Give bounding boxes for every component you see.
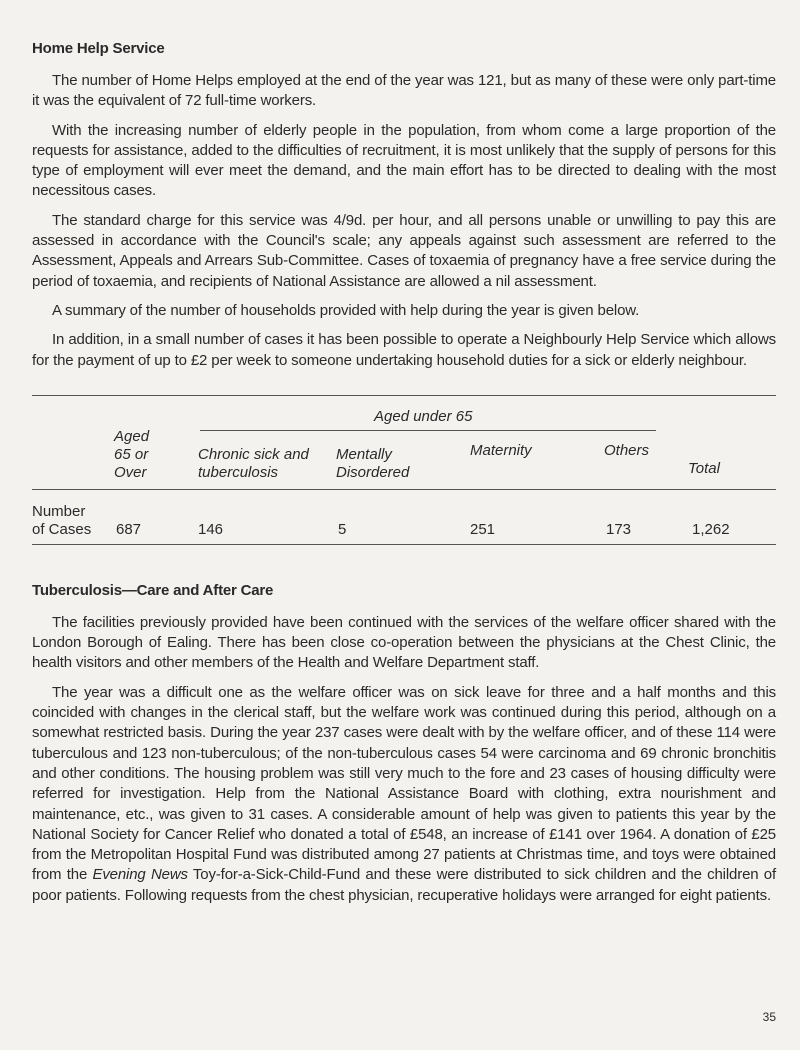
cell-total: 1,262 (692, 520, 730, 538)
paragraph (32, 683, 776, 906)
row-label: Number (32, 502, 86, 520)
group-header-rule (200, 430, 656, 431)
paragraph: The number of Home Helps employed at the end of the year was 121, but as many of these were only part-time it was the equivalent of 72 full-time workers. (32, 72, 776, 110)
paragraph: A summary of the number of households provided with help during the year is given below. (52, 301, 640, 319)
column-header-mental: Disordered (336, 463, 410, 481)
paragraph: In addition, in a small number of cases it has been possible to operate a Neighbourly Help Service which allows for the payment of up to £2 per week to someone undertaking household duties for a sick or elderly neighbour. (32, 331, 776, 369)
column-header-aged: Over (114, 463, 147, 481)
paragraph: With the increasing number of elderly people in the population, from whom come a large proportion of the requests for assistance, added to the difficulties of recruitment, it is most unlikely that the supply of persons for this type of employment will ever meet the demand, and the main effort has to be directed to dealing with the most necessitous cases. (32, 121, 776, 200)
table-group-header: Aged under 65 (374, 407, 473, 425)
paragraph-text: Toy-for-a-Sick-Child-Fund and these were distributed to sick children and the children of poor patients. Following requests from the chest physician, recuperative holidays were arranged for eight patients. (32, 866, 776, 904)
paragraph: The standard charge for this service was 4/9d. per hour, and all persons unable or unwilling to pay this are assessed in accordance with the Council's scale; any appeals against such assessment are referred to the Assessment, Appeals and Arrears Sub-Committee. Cases of toxaemia of pregnancy have a free service during the period of toxaemia, and recipients of National Assistance are allowed a nil assessment. (32, 211, 776, 290)
paragraph-text: The year was a difficult one as the welfare officer was on sick leave for three and a half months and this coincided with changes in the clerical staff, but the welfare work was continued during this period, although on a somewhat restricted basis. During the year 237 cases were dealt with by the welfare officer, and of these 114 were tuberculous and 123 non-tuberculous; of the non-tuberculous cases 54 were carcinoma and 69 chronic bronchitis and other conditions. The housing problem was still very much to the fore and 23 cases of housing difficulty were referred for investigation. Help from the National Assistance Board with clothing, extra nourishment and maintenance, etc., was given to 31 cases. A considerable amount of help was given to patients this year by the National Society for Cancer Relief who donated a total of £548, an increase of £141 over 1964. A donation of £25 from the Metropolitan Hospital Fund was distributed among 27 patients at Christmas time, and toys were obtained from the (32, 683, 776, 884)
column-header-total: Total (688, 459, 720, 477)
section-heading-tuberculosis: Tuberculosis—Care and After Care (32, 581, 274, 599)
households-table (32, 395, 776, 546)
row-label: of Cases (32, 520, 92, 538)
column-header-mental: Mentally (336, 445, 392, 463)
paragraph: The facilities previously provided have been continued with the services of the welfare officer shared with the London Borough of Ealing. There has been close co-operation between the physicians at the Chest Clinic, the health visitors and other members of the Health and Welfare Department staff. (32, 613, 776, 672)
cell-chronic: 146 (198, 520, 224, 538)
cell-maternity: 251 (470, 520, 496, 538)
cell-aged: 687 (116, 520, 142, 538)
column-header-maternity: Maternity (470, 441, 532, 459)
column-header-aged: 65 or (114, 445, 149, 463)
cell-others: 173 (606, 520, 632, 538)
header-rule (32, 489, 776, 490)
column-header-chronic: Chronic sick and (198, 445, 309, 463)
newspaper-title: Evening News (92, 866, 188, 884)
column-header-others: Others (604, 441, 650, 459)
column-header-chronic: tuberculosis (198, 463, 279, 481)
column-header-aged: Aged (114, 427, 150, 445)
page-number: 35 (762, 1010, 776, 1024)
cell-mental: 5 (338, 520, 347, 538)
section-heading-home-help: Home Help Service (32, 40, 165, 57)
document-page (32, 40, 776, 915)
bottom-rule (32, 544, 776, 545)
